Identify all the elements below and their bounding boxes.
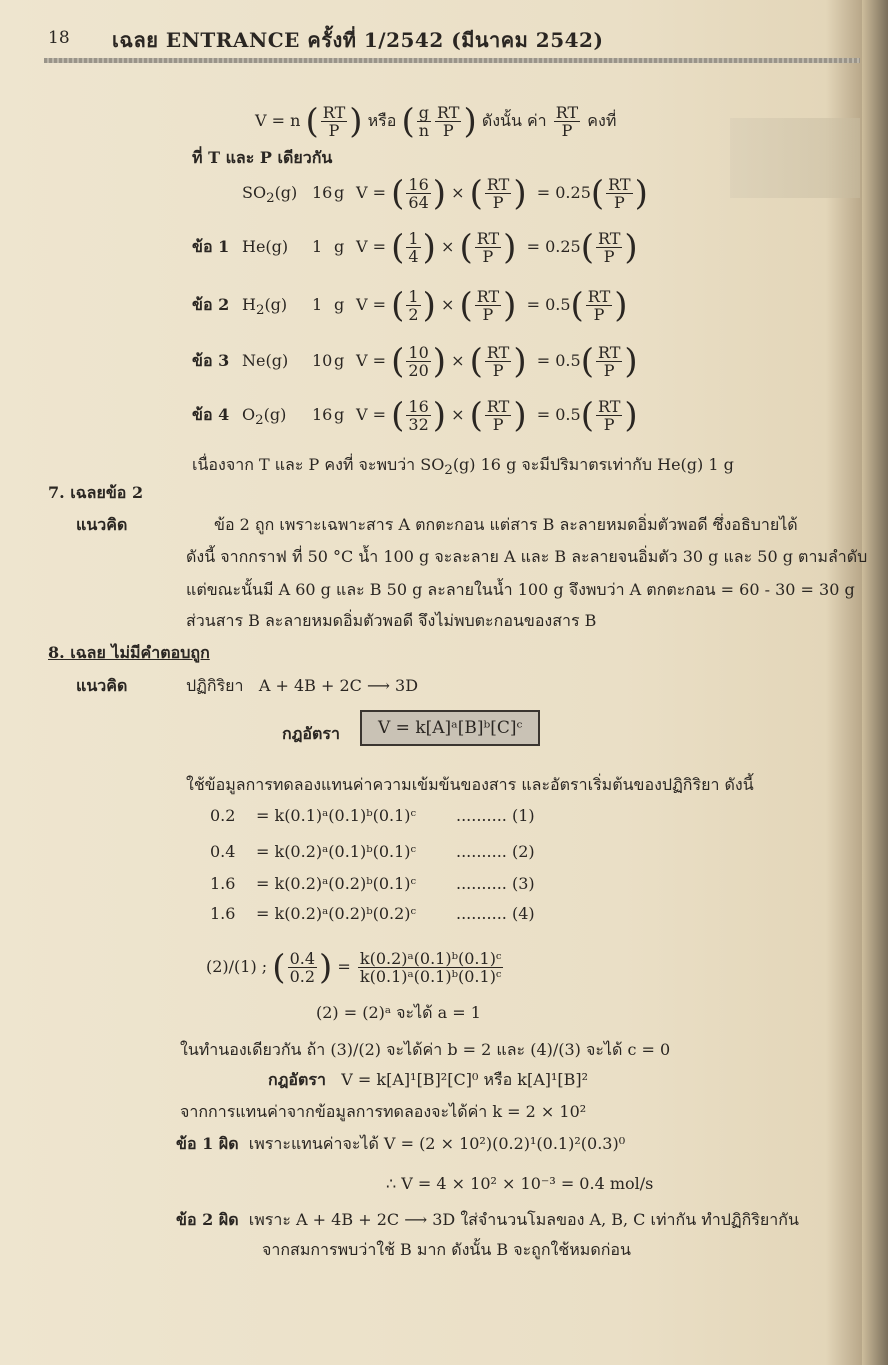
paren: (	[305, 101, 319, 142]
fraction-num: 0.4	[289, 949, 316, 968]
gas-symbol: O	[242, 405, 256, 424]
gas-state: (g)	[264, 295, 288, 314]
fraction-den: P	[482, 247, 494, 266]
paren: (	[272, 947, 286, 988]
final-rate-line	[268, 1070, 588, 1090]
gas-unit: g	[334, 295, 345, 314]
fraction-den: P	[492, 361, 504, 380]
paren: (	[391, 173, 405, 214]
volume-symbol: V =	[356, 295, 387, 314]
paren: (	[391, 395, 405, 436]
paren: (	[580, 395, 594, 436]
gas-symbol: Ne(g)	[242, 351, 289, 370]
gas-formula	[242, 405, 312, 431]
equation-row	[210, 904, 535, 924]
gas-row: ข้อ 3 Ne(g) 10 g V = ( $\frac{10}{20}$ ) × ( $\frac{RT}{P}$ ) = 0.5( $\frac{RT}{P}$ )	[192, 341, 638, 382]
fraction-num: 1	[408, 229, 419, 248]
result-coefficient: 0.5	[545, 295, 571, 314]
paren: )	[422, 285, 436, 326]
result-coefficient: 0.5	[555, 405, 581, 424]
fraction-den: P	[613, 193, 625, 212]
paren: (	[590, 173, 605, 214]
equation-rhs: = k(0.2)ᵃ(0.1)ᵇ(0.1)ᶜ	[256, 842, 417, 861]
fraction	[288, 950, 317, 985]
fraction-den: k(0.1)ᵃ(0.1)ᵇ(0.1)ᶜ	[359, 967, 502, 986]
paren: (	[469, 341, 483, 382]
fraction-den: P	[603, 247, 615, 266]
q8-concept-label: แนวคิด	[76, 676, 128, 695]
equation-lhs: 1.6	[210, 874, 236, 893]
choice2-text-b: 3D ใส่จำนวนโมลของ A, B, C เท่ากัน ทำปฏิกิริยากัน	[432, 1210, 799, 1229]
paren: )	[503, 227, 517, 268]
choice1-text: เพราะแทนค่าจะได้ V = (2 × 10²)(0.2)¹(0.1)²(0.3)⁰	[248, 1134, 626, 1153]
fraction-num: RT	[486, 175, 510, 194]
paren: )	[513, 173, 527, 214]
fraction	[435, 104, 461, 139]
ratio-label: (2)/(1) ;	[206, 957, 268, 976]
fraction-num: g	[418, 103, 429, 122]
fraction-num: 1	[408, 287, 419, 306]
choice2-label: ข้อ 2 ผิด	[176, 1210, 239, 1229]
or-text: หรือ	[367, 111, 397, 130]
fraction-num: 10	[408, 343, 429, 362]
fraction-den: P	[328, 121, 340, 140]
reaction-reactants: A + 4B + 2C	[258, 676, 362, 695]
fraction-den: 20	[408, 361, 429, 380]
header-title: เฉลย ENTRANCE ครั้งที่ 1/2542 (มีนาคม 2542)	[112, 28, 604, 52]
fraction-den: P	[492, 415, 504, 434]
q8-reaction	[186, 676, 418, 696]
gas-mass: 16	[312, 183, 333, 202]
reaction-products: 3D	[395, 676, 419, 695]
fraction	[406, 288, 420, 323]
choice-label: ข้อ 3	[192, 351, 230, 370]
gas-subscript: 2	[255, 303, 265, 319]
final-rate-label: กฎอัตรา	[268, 1070, 327, 1089]
gas-symbol: SO	[242, 183, 267, 202]
fraction	[417, 104, 431, 139]
paren: )	[634, 173, 648, 214]
gas-row: ข้อ 4 $O_2(g)$ 16 g V = ( $\frac{16}{32}$ ) × ( $\frac{RT}{P}$ ) = 0.5( $\frac{RT}{P}$ )	[192, 395, 638, 436]
gas-symbol: H	[242, 295, 256, 314]
fraction	[321, 104, 347, 139]
choice2-line-2: จากสมการพบว่าใช้ B มาก ดังนั้น B จะถูกใช้หมดก่อน	[262, 1240, 631, 1259]
paren: (	[391, 227, 405, 268]
gas-row: ข้อ 1 He(g) 1 g V = ( $\frac{1}{4}$ ) × ( $\frac{RT}{P}$ ) = 0.25( $\frac{RT}{P}$ )	[192, 227, 638, 268]
fraction	[596, 344, 622, 379]
fraction-num: k(0.2)ᵃ(0.1)ᵇ(0.1)ᶜ	[359, 949, 502, 968]
gas-formula	[242, 237, 312, 263]
volume-symbol: V =	[356, 237, 387, 256]
paren: (	[580, 341, 594, 382]
then-text: ดังนั้น ค่า	[481, 111, 547, 130]
fraction	[596, 398, 622, 433]
choice-label: ข้อ 4	[192, 405, 230, 424]
fraction	[586, 288, 612, 323]
final-rate-expression: V = k[A]¹[B]²[C]⁰ หรือ k[A]¹[B]²	[341, 1070, 589, 1089]
gas-subscript: 2	[266, 191, 275, 207]
conclusion-subscript: 2	[444, 463, 453, 479]
paren: (	[459, 227, 473, 268]
fraction-num: RT	[476, 287, 500, 306]
paren: (	[580, 227, 594, 268]
gas-formula	[242, 295, 312, 321]
conclusion-part-a: เนื่องจาก T และ P คงที่ จะพบว่า SO	[192, 455, 445, 474]
page-header	[0, 20, 860, 60]
paren: (	[469, 173, 483, 214]
gas-subscript: 2	[255, 413, 264, 429]
paren: (	[459, 285, 473, 326]
k-value-line: จากการแทนค่าจากข้อมูลการทดลองจะได้ค่า k = 2 × 10²	[180, 1102, 587, 1121]
fraction-den: 2	[408, 305, 419, 324]
fraction-den: P	[482, 305, 494, 324]
paren: (	[391, 285, 405, 326]
fraction	[475, 288, 501, 323]
paren: (	[391, 341, 405, 382]
arrow-icon: ⟶	[366, 676, 390, 695]
volume-symbol: V =	[356, 405, 387, 424]
q7-label: 7. เฉลยข้อ 2	[48, 483, 144, 502]
paren: )	[432, 395, 447, 436]
fraction	[406, 344, 430, 379]
equation-tag: .......... (4)	[456, 904, 535, 923]
gas-symbol: He(g)	[242, 237, 289, 256]
choice-label: ข้อ 1	[192, 237, 230, 256]
fraction-num: 16	[408, 175, 429, 194]
gas-mass: 16	[312, 405, 333, 424]
paren: )	[624, 395, 638, 436]
gas-line-1	[255, 101, 617, 142]
gas-formula	[242, 183, 312, 209]
equation-row	[210, 842, 535, 862]
gas-mass: 10	[312, 351, 333, 370]
fraction	[406, 398, 430, 433]
ratio-result: (2) = (2)ᵃ จะได้ a = 1	[316, 1003, 481, 1022]
result-coefficient: 0.25	[555, 183, 591, 202]
volume-symbol: V =	[356, 183, 387, 202]
gas-unit: g	[334, 405, 345, 424]
fraction	[485, 398, 511, 433]
gas-unit: g	[334, 351, 345, 370]
fraction	[596, 230, 622, 265]
fraction-num: RT	[476, 229, 500, 248]
fraction-num: RT	[597, 343, 621, 362]
fraction-den: n	[418, 121, 430, 140]
book-spine-edge	[862, 0, 888, 1365]
paren: (	[469, 395, 483, 436]
choice1-line	[176, 1134, 625, 1154]
result-coefficient: 0.25	[545, 237, 581, 256]
paren: )	[463, 101, 477, 142]
gas-state: (g)	[274, 183, 298, 202]
gas-state: (g)	[263, 405, 287, 424]
fraction-den: P	[603, 361, 615, 380]
equals-sign: =	[337, 957, 351, 976]
constant-text: คงที่	[587, 111, 617, 130]
q7-line-3: แต่ขณะนั้นมี A 60 g และ B 50 g ละลายในน้ำ 100 g จึงพบว่า A ตกตะกอน = 60 - 30 = 30 g	[186, 580, 855, 599]
equation-rhs: = k(0.2)ᵃ(0.2)ᵇ(0.2)ᶜ	[256, 904, 417, 923]
rate-law-box	[360, 710, 540, 746]
fraction	[475, 230, 501, 265]
arrow-icon: ⟶	[404, 1210, 428, 1229]
equation-tag: .......... (2)	[456, 842, 535, 861]
fraction-den: P	[561, 121, 573, 140]
rate-law-label: กฎอัตรา	[282, 724, 341, 743]
rate-law-expression: V = k[A]ᵃ[B]ᵇ[C]ᶜ	[360, 710, 540, 746]
fraction-num: RT	[597, 397, 621, 416]
paren: )	[349, 101, 363, 142]
gas-unit: g	[334, 237, 345, 256]
fraction-den: 0.2	[289, 967, 316, 986]
paren: )	[432, 341, 447, 382]
choice1-result: ∴ V = 4 × 10² × 10⁻³ = 0.4 mol/s	[386, 1174, 654, 1193]
fraction	[485, 176, 511, 211]
choice2-line	[176, 1210, 799, 1230]
choice1-label: ข้อ 1 ผิด	[176, 1134, 239, 1153]
header-rule	[44, 58, 860, 63]
fraction-num: RT	[608, 175, 631, 194]
ratio-line	[206, 947, 505, 988]
fraction-num: RT	[486, 343, 510, 362]
q7-concept-label: แนวคิด	[76, 515, 128, 534]
fraction-den: 64	[408, 193, 429, 212]
fraction-num: RT	[322, 103, 346, 122]
gas-line-2: ที่ T และ P เดียวกัน	[192, 148, 333, 167]
equation-lhs: 1.6	[210, 904, 236, 923]
fraction	[406, 176, 430, 211]
fraction-den: P	[492, 193, 504, 212]
equation-rhs: = k(0.2)ᵃ(0.2)ᵇ(0.1)ᶜ	[256, 874, 417, 893]
fraction-den: P	[442, 121, 454, 140]
equation-tag: .......... (3)	[456, 874, 535, 893]
fraction-den: 4	[408, 247, 419, 266]
fraction-den: 32	[408, 415, 429, 434]
fraction-num: RT	[486, 397, 510, 416]
gas-formula	[242, 351, 312, 377]
volume-symbol: V =	[356, 351, 387, 370]
paren: )	[432, 173, 447, 214]
fraction	[406, 230, 420, 265]
result-coefficient: 0.5	[555, 351, 581, 370]
gas-mass: 1	[312, 237, 323, 256]
paren: )	[513, 341, 527, 382]
paren: )	[624, 341, 638, 382]
paren: )	[422, 227, 436, 268]
choice2-text-a: เพราะ A + 4B + 2C	[248, 1210, 400, 1229]
fraction-num: RT	[437, 103, 460, 122]
fraction-num: RT	[587, 287, 611, 306]
equation-tag: .......... (1)	[456, 806, 535, 825]
q8-label-text: 8. เฉลย ไม่มีคำตอบถูก	[48, 643, 210, 662]
reaction-label: ปฏิกิริยา	[186, 676, 244, 695]
paren: )	[513, 395, 527, 436]
v-equals-n: V = n	[255, 111, 301, 130]
fraction	[554, 104, 580, 139]
fraction-num: 16	[408, 397, 429, 416]
equation-rhs: = k(0.1)ᵃ(0.1)ᵇ(0.1)ᶜ	[256, 806, 417, 825]
gas-row: ข้อ 2 $H_2(g)$ 1 g V = ( $\frac{1}{2}$ ) × ( $\frac{RT}{P}$ ) = 0.5( $\frac{RT}{P}$ )	[192, 285, 628, 326]
fraction-num: RT	[597, 229, 621, 248]
q7-line-2: ดังนี้ จากกราฟ ที่ 50 °C น้ำ 100 g จะละลาย A และ B ละลายจนอิ่มตัว 30 g และ 50 g ตามลำดับ	[186, 547, 868, 566]
paren: )	[319, 947, 333, 988]
gas-row: $SO_2(g)$ 16 g V = ( $\frac{16}{64}$ ) × ( $\frac{RT}{P}$ ) = 0.25( $\frac{RT}{P}$ )	[242, 173, 648, 214]
q7-line-4: ส่วนสาร B ละลายหมดอิ่มตัวพอดี จึงไม่พบตะกอนของสาร B	[186, 611, 597, 630]
similarly-line: ในทำนองเดียวกัน ถ้า (3)/(2) จะได้ค่า b = 2 และ (4)/(3) จะได้ c = 0	[180, 1040, 671, 1059]
equation-lhs: 0.4	[210, 842, 236, 861]
fraction-large	[358, 950, 504, 985]
fraction	[485, 344, 511, 379]
q7-line-1: ข้อ 2 ถูก เพราะเฉพาะสาร A ตกตะกอน แต่สาร B ละลายหมดอิ่มตัวพอดี ซึ่งอธิบายได้	[214, 515, 798, 534]
q8-intro: ใช้ข้อมูลการทดลองแทนค่าความเข้มข้นของสาร และอัตราเริ่มต้นของปฏิกิริยา ดังนี้	[186, 775, 754, 794]
gas-mass: 1	[312, 295, 323, 314]
paren: )	[503, 285, 517, 326]
equation-lhs: 0.2	[210, 806, 236, 825]
paren: (	[570, 285, 584, 326]
fraction-num: RT	[555, 103, 579, 122]
fraction	[606, 176, 632, 211]
paren: )	[624, 227, 638, 268]
paren: (	[401, 101, 415, 142]
fraction-den: P	[603, 415, 615, 434]
q8-label	[48, 643, 210, 663]
equation-row	[210, 806, 535, 826]
page-number: 18	[48, 28, 70, 48]
show-through-graphic	[730, 118, 860, 198]
gas-unit: g	[334, 183, 345, 202]
conclusion-part-b: (g) 16 g จะมีปริมาตรเท่ากับ He(g) 1 g	[452, 455, 734, 474]
fraction-den: P	[593, 305, 605, 324]
paren: )	[614, 285, 628, 326]
choice-label: ข้อ 2	[192, 295, 230, 314]
gas-conclusion	[192, 455, 734, 481]
equation-row	[210, 874, 535, 894]
